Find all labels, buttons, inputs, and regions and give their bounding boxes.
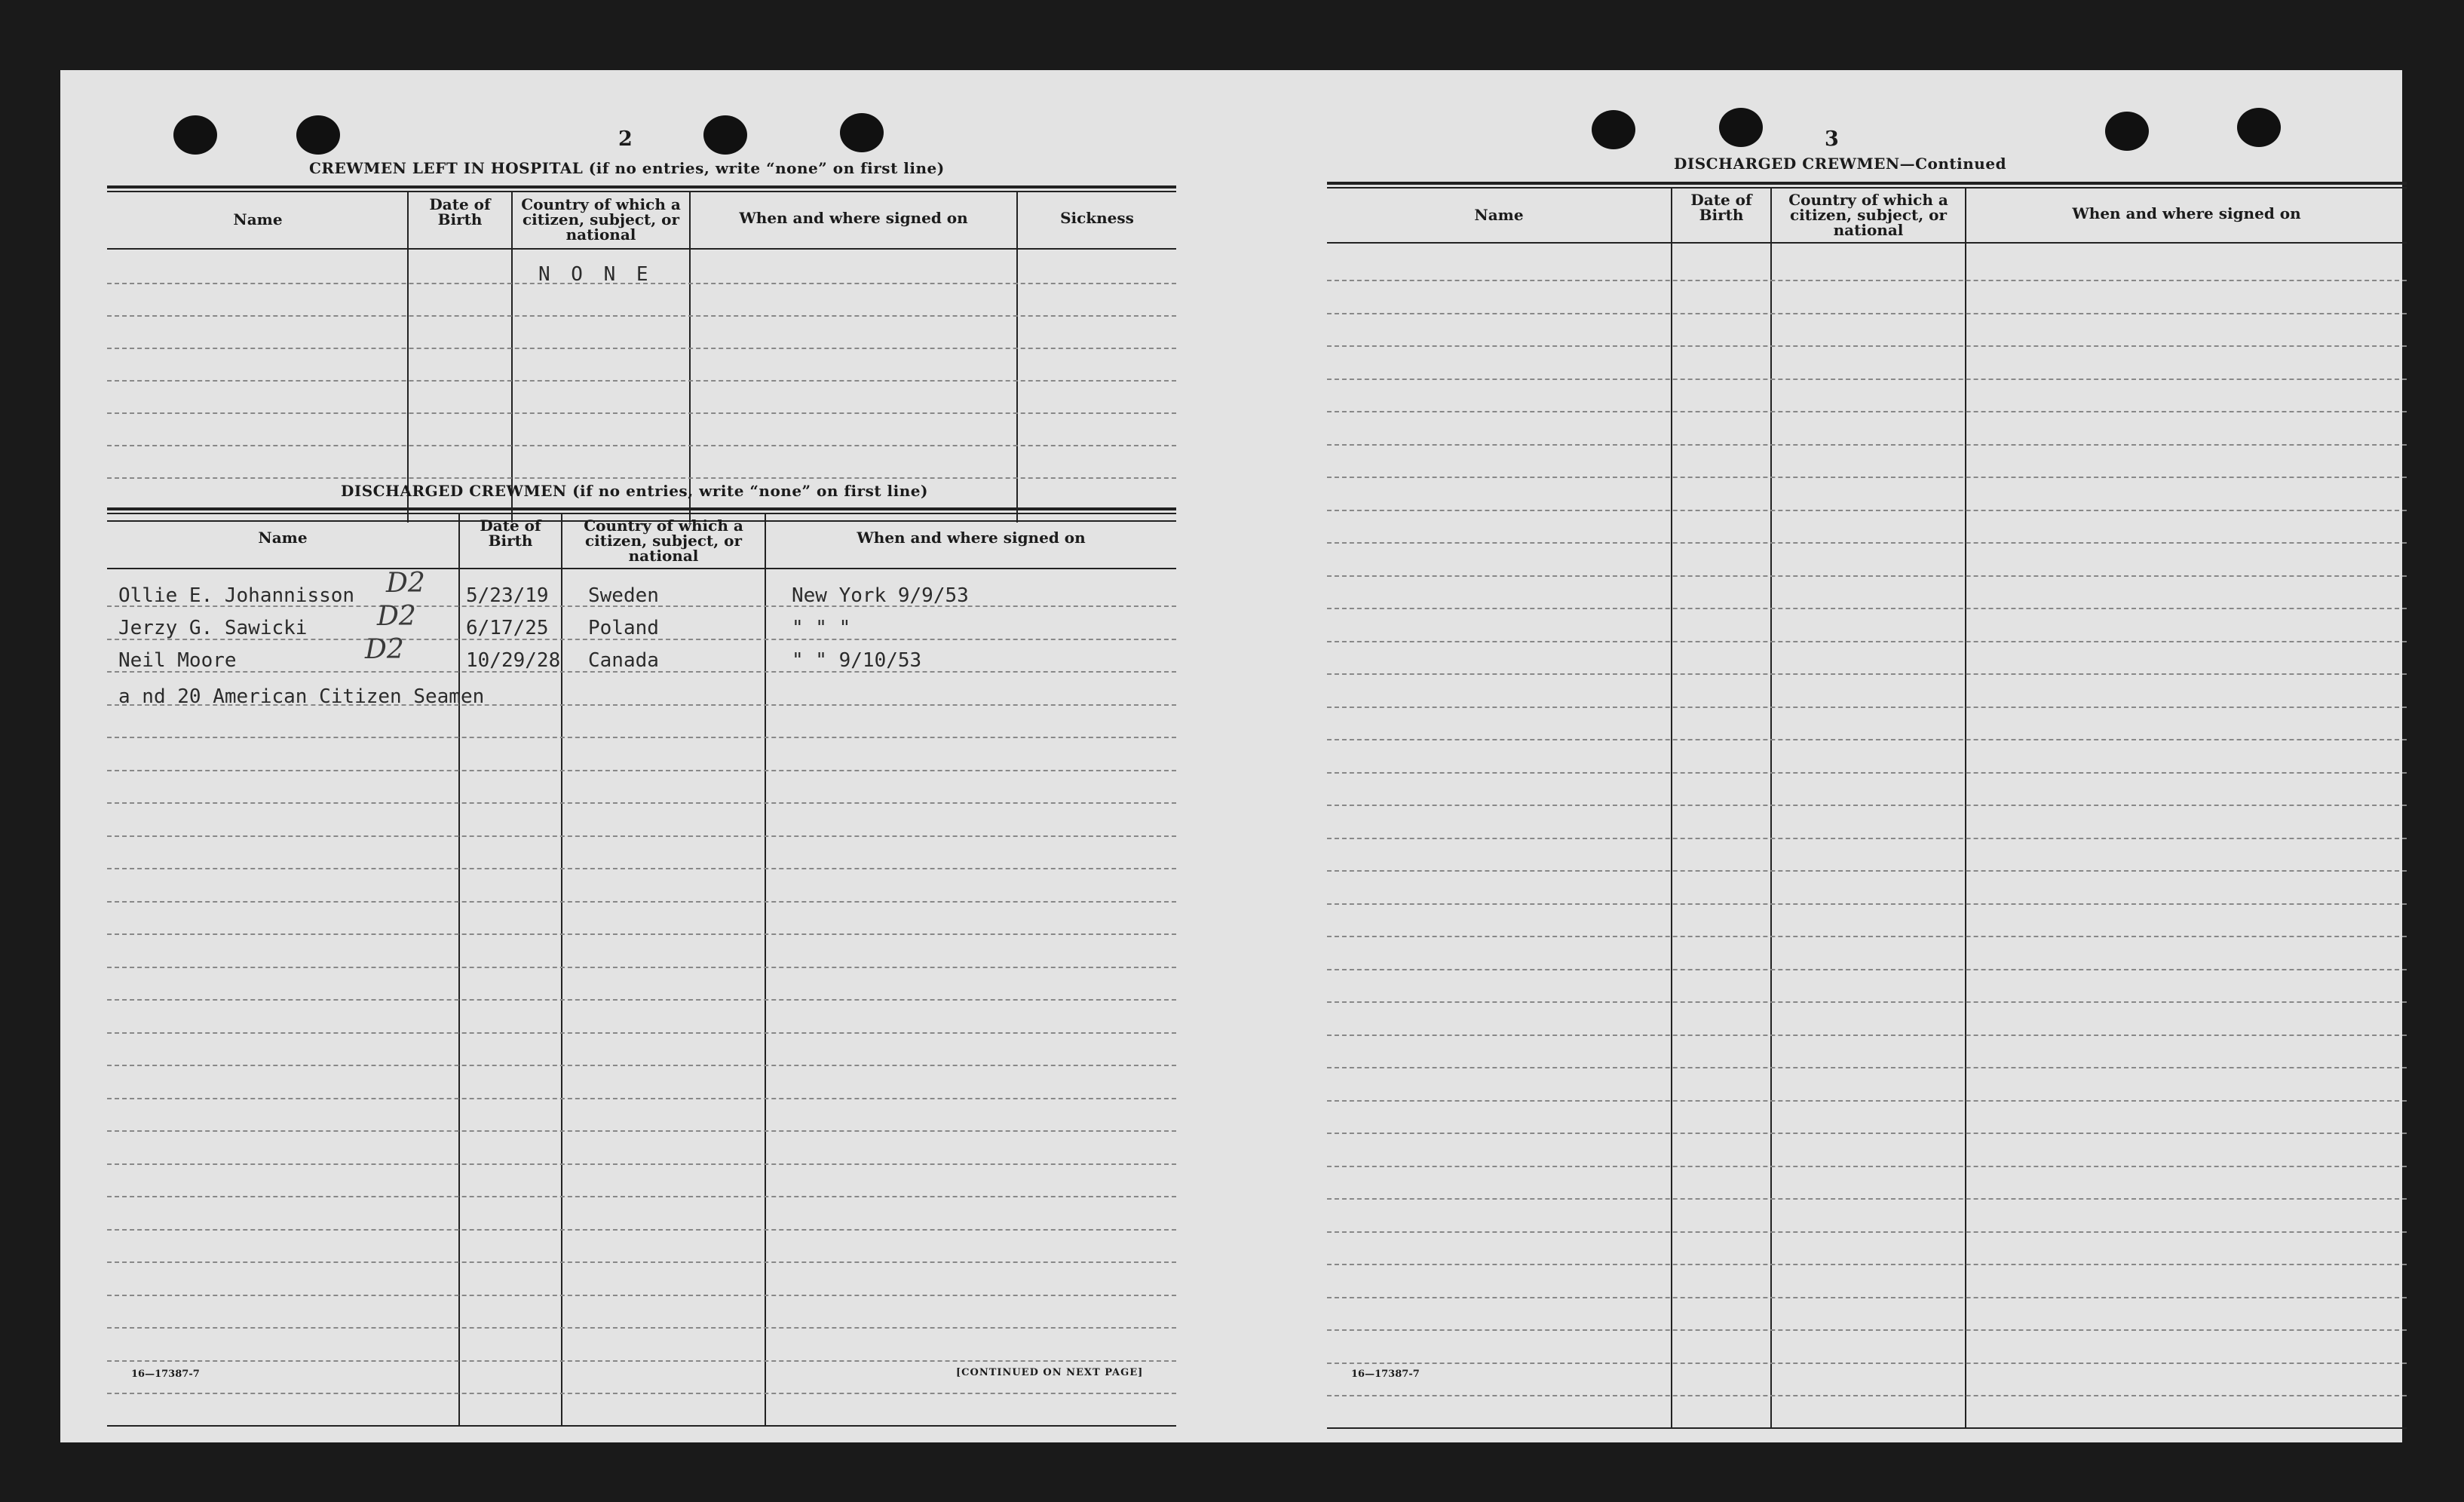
table-rule xyxy=(107,1425,1176,1427)
table-rule xyxy=(107,513,1176,514)
entry-line xyxy=(1327,870,2407,872)
discharged-col-country: Country of which a citizen, subject, or national xyxy=(584,517,743,565)
discharged-col-signed: When and where signed on xyxy=(857,529,1086,547)
crewman-signed-on: New York 9/9/53 xyxy=(792,584,969,607)
crewman-country: Sweden xyxy=(588,584,659,607)
hospital-entry: N O N E xyxy=(538,263,653,286)
entry-line xyxy=(1327,444,2407,446)
entry-line xyxy=(107,835,1176,837)
entry-line xyxy=(107,348,1176,349)
entry-line xyxy=(107,477,1176,479)
table-rule xyxy=(107,185,1176,189)
entry-line xyxy=(1327,510,2407,511)
entry-line xyxy=(1327,1067,2407,1068)
hospital-col-sickness: Sickness xyxy=(1060,209,1134,227)
entry-line xyxy=(107,1360,1176,1362)
entry-line xyxy=(1327,1133,2407,1134)
discharged-continued-title: DISCHARGED CREWMEN—Continued xyxy=(1674,155,2007,173)
punch-hole xyxy=(2237,108,2281,147)
entry-line xyxy=(1327,1001,2407,1003)
entry-line xyxy=(1327,1329,2407,1331)
column-divider xyxy=(1965,187,1966,1429)
right-col-dob: Date of Birth xyxy=(1690,191,1752,224)
entry-line xyxy=(1327,280,2407,281)
additional-crew-note: a nd 20 American Citizen Seamen xyxy=(118,685,485,708)
entry-line xyxy=(1327,1166,2407,1167)
entry-line xyxy=(107,967,1176,968)
crewman-country: Canada xyxy=(588,649,659,672)
form-number: 16—17387-7 xyxy=(1351,1369,1420,1380)
entry-line xyxy=(107,1327,1176,1329)
entry-line xyxy=(107,380,1176,382)
crewman-dob: 6/17/25 xyxy=(466,617,549,639)
crewman-name: Jerzy G. Sawicki xyxy=(118,617,308,639)
entry-line xyxy=(107,1130,1176,1132)
crewman-signed-on: " " " xyxy=(792,617,851,639)
entry-line xyxy=(107,737,1176,738)
entry-line xyxy=(107,315,1176,317)
entry-line xyxy=(107,802,1176,804)
entry-line xyxy=(1327,542,2407,544)
table-rule xyxy=(1327,187,2407,189)
entry-line xyxy=(107,1032,1176,1034)
hospital-col-signed: When and where signed on xyxy=(739,209,968,227)
entry-line xyxy=(1327,379,2407,380)
crewman-name: Neil Moore xyxy=(118,649,237,672)
entry-line xyxy=(1327,1035,2407,1036)
handwritten-mark: D2 xyxy=(377,601,416,632)
entry-line xyxy=(1327,641,2407,642)
column-divider xyxy=(765,513,766,1427)
entry-line xyxy=(107,901,1176,903)
entry-line xyxy=(1327,707,2407,708)
entry-line xyxy=(107,1261,1176,1263)
crewman-name: Ollie E. Johannisson xyxy=(118,584,355,607)
punch-hole xyxy=(173,115,217,155)
table-rule xyxy=(107,507,1176,510)
handwritten-mark: D2 xyxy=(365,634,404,665)
punch-hole xyxy=(703,115,747,155)
entry-line xyxy=(107,1393,1176,1394)
table-rule xyxy=(1327,182,2407,185)
entry-line xyxy=(107,868,1176,869)
column-divider xyxy=(561,513,562,1427)
entry-line xyxy=(1327,739,2407,740)
entry-line xyxy=(1327,772,2407,774)
column-divider xyxy=(407,191,409,523)
column-divider xyxy=(458,513,460,1427)
crewman-country: Poland xyxy=(588,617,659,639)
entry-line xyxy=(107,1098,1176,1099)
entry-line xyxy=(107,1229,1176,1231)
entry-line xyxy=(107,1295,1176,1296)
entry-line xyxy=(1327,1231,2407,1233)
punch-hole xyxy=(1719,108,1763,147)
entry-line xyxy=(1327,1363,2407,1364)
entry-line xyxy=(107,933,1176,935)
column-divider xyxy=(689,191,691,523)
entry-line xyxy=(1327,838,2407,839)
discharged-col-name: Name xyxy=(258,529,308,547)
column-divider xyxy=(1671,187,1672,1429)
entry-line xyxy=(107,999,1176,1001)
punch-hole xyxy=(840,113,884,152)
entry-line xyxy=(1327,575,2407,577)
form-number: 16—17387-7 xyxy=(131,1369,200,1380)
entry-line xyxy=(1327,903,2407,905)
entry-line xyxy=(1327,1395,2407,1396)
entry-line xyxy=(1327,1100,2407,1102)
entry-line xyxy=(107,445,1176,446)
page-number: 3 xyxy=(1825,127,1839,151)
table-rule xyxy=(1327,242,2407,244)
entry-line xyxy=(1327,313,2407,314)
entry-line xyxy=(107,412,1176,414)
continued-note: [CONTINUED ON NEXT PAGE] xyxy=(956,1367,1144,1378)
entry-line xyxy=(107,1163,1176,1165)
discharged-col-dob: Date of Birth xyxy=(480,517,541,550)
entry-line xyxy=(1327,936,2407,937)
crewman-dob: 10/29/28 xyxy=(466,649,561,672)
entry-line xyxy=(1327,969,2407,970)
column-divider xyxy=(1016,191,1018,523)
right-col-country: Country of which a citizen, subject, or national xyxy=(1788,191,1948,239)
hospital-section-title: CREWMEN LEFT IN HOSPITAL (if no entries, write “none” on first line) xyxy=(309,159,945,177)
entry-line xyxy=(1327,1264,2407,1265)
hospital-col-country: Country of which a citizen, subject, or national xyxy=(521,195,681,244)
hospital-col-name: Name xyxy=(233,210,283,228)
page-number: 2 xyxy=(618,127,633,151)
table-rule xyxy=(1327,1427,2407,1429)
entry-line xyxy=(1327,1198,2407,1200)
discharged-section-title: DISCHARGED CREWMEN (if no entries, write “none” on first line) xyxy=(341,482,928,500)
entry-line xyxy=(1327,608,2407,609)
punch-hole xyxy=(1592,110,1635,149)
hospital-col-dob: Date of Birth xyxy=(429,195,491,228)
entry-line xyxy=(1327,1297,2407,1298)
entry-line xyxy=(1327,345,2407,347)
entry-line xyxy=(1327,673,2407,675)
entry-line xyxy=(1327,805,2407,806)
crewman-dob: 5/23/19 xyxy=(466,584,549,607)
column-divider xyxy=(1770,187,1772,1429)
right-col-name: Name xyxy=(1474,206,1524,224)
entry-line xyxy=(107,770,1176,771)
entry-line xyxy=(107,1065,1176,1066)
document-sheet xyxy=(60,70,2402,1442)
entry-line xyxy=(1327,411,2407,412)
handwritten-mark: D2 xyxy=(386,568,425,599)
table-rule xyxy=(107,568,1176,569)
entry-line xyxy=(107,1196,1176,1197)
punch-hole xyxy=(296,115,340,155)
entry-line xyxy=(1327,477,2407,478)
punch-hole xyxy=(2105,112,2149,151)
column-divider xyxy=(511,191,513,523)
crewman-signed-on: " " 9/10/53 xyxy=(792,649,922,672)
right-col-signed: When and where signed on xyxy=(2072,204,2301,222)
